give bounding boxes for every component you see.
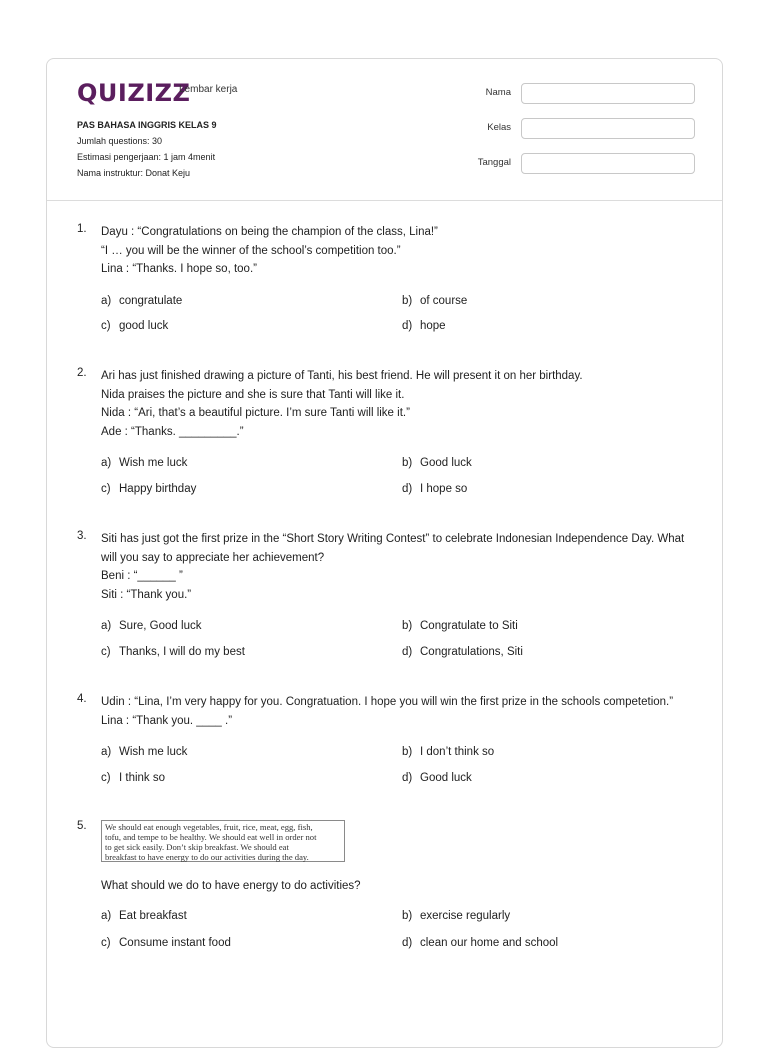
worksheet-subtitle: Lembar kerja bbox=[179, 84, 238, 95]
quiz-title: PAS BAHASA INGGRIS KELAS 9 bbox=[77, 120, 217, 130]
question-line: Ari has just finished drawing a picture of Tanti, his best friend. He will present it on her birthday. bbox=[101, 370, 583, 382]
time-estimate: Estimasi pengerjaan: 1 jam 4menit bbox=[77, 152, 216, 162]
option-b[interactable] bbox=[402, 620, 518, 632]
option-letter: d) bbox=[402, 320, 413, 332]
quizizz-logo: QUIZIZZ bbox=[77, 79, 191, 107]
question-line: Ade : “Thanks. _________.” bbox=[101, 425, 244, 438]
option-text: Good luck bbox=[420, 457, 472, 469]
question-text bbox=[101, 223, 701, 279]
option-a[interactable] bbox=[101, 620, 201, 632]
worksheet bbox=[46, 58, 723, 1048]
question-number: 3. bbox=[77, 530, 87, 542]
option-b[interactable] bbox=[402, 295, 467, 307]
question-number: 2. bbox=[77, 367, 87, 379]
option-text: Consume instant food bbox=[119, 937, 231, 949]
option-a[interactable] bbox=[101, 910, 187, 922]
option-text: exercise regularly bbox=[420, 910, 511, 922]
question-line: “I … you will be the winner of the school’s competition too.” bbox=[101, 244, 401, 257]
option-letter: b) bbox=[402, 746, 413, 758]
option-b[interactable] bbox=[402, 457, 472, 469]
name-field[interactable] bbox=[521, 83, 695, 104]
option-letter: d) bbox=[402, 646, 413, 658]
option-letter: a) bbox=[101, 746, 112, 758]
option-text: Good luck bbox=[420, 772, 472, 784]
instructor-name: Nama instruktur: Donat Keju bbox=[77, 168, 191, 178]
option-c[interactable] bbox=[101, 937, 231, 949]
option-letter: b) bbox=[402, 295, 413, 307]
questions-count: Jumlah questions: 30 bbox=[77, 136, 163, 146]
option-a[interactable] bbox=[101, 746, 187, 758]
question-text bbox=[101, 877, 701, 896]
option-b[interactable] bbox=[402, 746, 494, 758]
option-d[interactable] bbox=[402, 772, 472, 784]
option-a[interactable] bbox=[101, 295, 182, 307]
option-text: hope bbox=[420, 320, 446, 332]
question-line: Beni : “______ ” bbox=[101, 570, 183, 582]
date-field-row bbox=[467, 153, 695, 175]
name-label: Nama bbox=[485, 87, 511, 98]
header-divider bbox=[47, 200, 722, 201]
option-text: Congratulate to Siti bbox=[420, 620, 518, 632]
name-field-row bbox=[467, 83, 695, 105]
option-text: congratulate bbox=[119, 295, 183, 307]
question-line: Dayu : “Congratulations on being the champion of the class, Lina!” bbox=[101, 226, 438, 238]
option-text: Eat breakfast bbox=[119, 910, 187, 922]
passage-line: tofu, and tempe to be healthy. We should eat well in order not bbox=[105, 832, 317, 842]
option-c[interactable] bbox=[101, 483, 196, 495]
option-letter: b) bbox=[402, 910, 413, 922]
option-text: Happy birthday bbox=[119, 483, 197, 495]
option-text: good luck bbox=[119, 320, 169, 332]
option-c[interactable] bbox=[101, 772, 165, 784]
question-line: Nida praises the picture and she is sure that Tanti will like it. bbox=[101, 388, 405, 401]
class-field-row bbox=[467, 118, 695, 140]
option-d[interactable] bbox=[402, 320, 446, 332]
option-text: Thanks, I will do my best bbox=[119, 646, 245, 658]
option-letter: b) bbox=[402, 457, 413, 469]
option-text: I don’t think so bbox=[420, 746, 495, 758]
option-letter: b) bbox=[402, 620, 413, 632]
option-d[interactable] bbox=[402, 646, 523, 658]
option-letter: a) bbox=[101, 620, 112, 632]
option-letter: d) bbox=[402, 937, 413, 949]
class-field[interactable] bbox=[521, 118, 695, 139]
option-text: I hope so bbox=[420, 483, 468, 495]
option-text: Sure, Good luck bbox=[119, 620, 202, 632]
option-text: clean our home and school bbox=[420, 937, 559, 949]
option-letter: d) bbox=[402, 772, 413, 784]
option-text: Congratulations, Siti bbox=[420, 646, 523, 658]
option-letter: c) bbox=[101, 483, 111, 495]
option-letter: c) bbox=[101, 320, 111, 332]
option-b[interactable] bbox=[402, 910, 510, 922]
option-text: Wish me luck bbox=[119, 746, 188, 758]
date-label: Tanggal bbox=[477, 157, 511, 168]
option-d[interactable] bbox=[402, 483, 467, 495]
option-letter: a) bbox=[101, 457, 112, 469]
question-line: Lina : “Thanks. I hope so, too.” bbox=[101, 263, 257, 275]
option-letter: c) bbox=[101, 937, 111, 949]
question-number: 1. bbox=[77, 223, 87, 235]
option-letter: c) bbox=[101, 646, 111, 658]
question-line: Udin : “Lina, I’m very happy for you. Congratuation. I hope you will win the first prize in the schools competetion.” bbox=[101, 696, 674, 708]
option-letter: c) bbox=[101, 772, 111, 784]
quiz-meta bbox=[77, 117, 217, 181]
question-line: What should we do to have energy to do activities? bbox=[101, 880, 361, 892]
option-c[interactable] bbox=[101, 646, 245, 658]
question-line: Nida : “Ari, that’s a beautiful picture. I’m sure Tanti will like it.” bbox=[101, 407, 410, 419]
option-d[interactable] bbox=[402, 937, 558, 949]
question-number: 4. bbox=[77, 693, 87, 705]
question-line: Siti : “Thank you.” bbox=[101, 588, 192, 601]
option-text: of course bbox=[420, 295, 468, 307]
option-c[interactable] bbox=[101, 320, 168, 332]
question-text bbox=[101, 530, 701, 604]
option-text: I think so bbox=[119, 772, 166, 784]
passage-line: We should eat enough vegetables, fruit, rice, meat, egg, fish, bbox=[105, 822, 313, 832]
question-line: Lina : “Thank you. ____ .” bbox=[101, 714, 233, 727]
reading-passage-image bbox=[101, 820, 345, 862]
question-line: Siti has just got the first prize in the “Short Story Writing Contest” to celebrate Indonesian Independence Day. What will you say to appreciate her achievement? bbox=[101, 533, 685, 564]
question-number: 5. bbox=[77, 820, 87, 832]
question-text bbox=[101, 693, 701, 730]
passage-line: breakfast to have energy to do our activities during the day. bbox=[105, 852, 309, 862]
question-text bbox=[101, 367, 701, 441]
option-letter: a) bbox=[101, 910, 112, 922]
option-a[interactable] bbox=[101, 457, 187, 469]
option-text: Wish me luck bbox=[119, 457, 188, 469]
option-letter: a) bbox=[101, 295, 112, 307]
option-letter: d) bbox=[402, 483, 413, 495]
date-field[interactable] bbox=[521, 153, 695, 174]
passage-line: to get sick easily. Don’t skip breakfast. We should eat bbox=[105, 842, 289, 852]
class-label: Kelas bbox=[487, 122, 511, 133]
